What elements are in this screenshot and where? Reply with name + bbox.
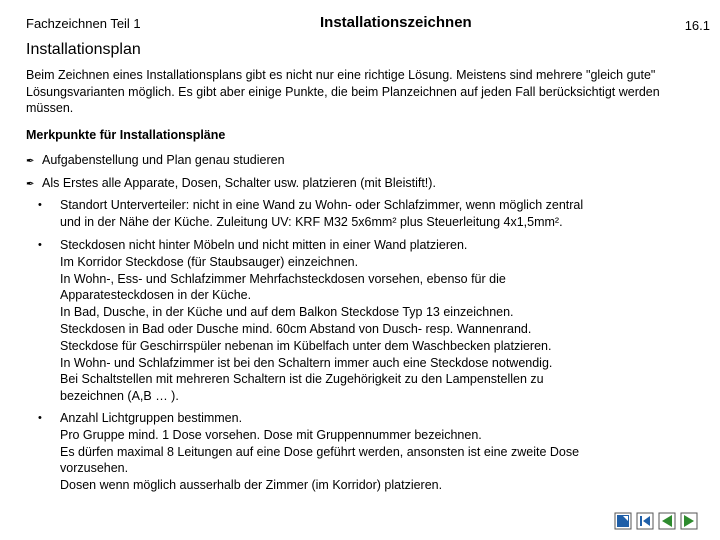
previous-page-button[interactable]	[658, 512, 676, 530]
bullet-line: Bei Schaltstellen mit mehreren Schaltern ist die Zugehörigkeit zu den Lampenstellen zu	[60, 372, 544, 387]
bullet-line: Standort Unterverteiler: nicht in eine Wand zu Wohn- oder Schlafzimmer, wenn möglich zentral	[60, 198, 584, 212]
page-title: Installationsplan	[26, 41, 141, 58]
point-text: Als Erstes alle Apparate, Dosen, Schalter usw. platzieren (mit Bleistift!).	[42, 176, 436, 190]
bullet-item	[38, 237, 668, 405]
bullet-item	[38, 197, 668, 231]
header-course-title: Fachzeichnen Teil 1	[26, 16, 141, 31]
pen-icon: ✒	[26, 156, 35, 167]
header-chapter-title: Installationszeichnen	[320, 14, 472, 31]
bullet-line: Steckdosen in Bad oder Dusche mind. 60cm Abstand von Dusch- resp. Wannenrand.	[60, 321, 532, 336]
bullet-line: bezeichnen (A,B … ).	[60, 389, 179, 404]
navigation-bar	[614, 512, 698, 530]
first-page-icon	[636, 512, 654, 530]
bullet-icon: •	[38, 199, 42, 211]
bullet-line: Dosen wenn möglich ausserhalb der Zimmer (im Korridor) platzieren.	[60, 478, 443, 493]
previous-page-icon	[658, 512, 676, 530]
bullet-item	[38, 410, 668, 494]
bullet-line: Steckdosen nicht hinter Möbeln und nicht mitten in einer Wand platzieren.	[60, 238, 468, 252]
section-heading: Merkpunkte für Installationspläne	[26, 128, 226, 142]
bullet-line: Steckdose für Geschirrspüler nebenan im Kübelfach unter dem Waschbecken platzieren.	[60, 338, 552, 353]
point-item	[26, 175, 436, 193]
document-index-icon	[614, 512, 632, 530]
bullet-line: Es dürfen maximal 8 Leitungen auf eine Dose geführt werden, ansonsten ist eine zweite Dose	[60, 444, 580, 459]
bullet-line: In Wohn-, Ess- und Schlafzimmer Mehrfachsteckdosen vorsehen, ebenso für die	[60, 271, 506, 286]
first-page-button[interactable]	[636, 512, 654, 530]
bullet-icon: •	[38, 239, 42, 251]
bullet-line: Im Korridor Steckdose (für Staubsauger) einzeichnen.	[60, 254, 359, 269]
bullet-line: Apparatesteckdosen in der Küche.	[60, 288, 252, 303]
bullet-line: Pro Gruppe mind. 1 Dose vorsehen. Dose mit Gruppennummer bezeichnen.	[60, 427, 482, 442]
point-text: Aufgabenstellung und Plan genau studieren	[42, 153, 285, 167]
point-item	[26, 152, 285, 170]
pen-icon: ✒	[26, 179, 35, 190]
intro-paragraph: Beim Zeichnen eines Installationsplans gibt es nicht nur eine richtige Lösung. Meistens sind mehrere "gleich gute" Lösungsvarianten möglich. Es gibt aber einige Punkte, die beim Planzeichnen auf jeden Fall berücksichtigt werden müssen.	[26, 68, 660, 115]
bullet-line: In Bad, Dusche, in der Küche und auf dem Balkon Steckdose Typ 13 einzeichnen.	[60, 305, 514, 320]
index-button[interactable]	[614, 512, 632, 530]
next-page-icon	[680, 512, 698, 530]
page-number: 16.1	[684, 18, 710, 33]
bullet-icon: •	[38, 412, 42, 424]
bullet-line: Anzahl Lichtgruppen bestimmen.	[60, 411, 243, 425]
bullet-line: und in der Nähe der Küche. Zuleitung UV: KRF M32 5x6mm² plus Steuerleitung 4x1,5mm².	[60, 214, 563, 229]
next-page-button[interactable]	[680, 512, 698, 530]
bullet-line: vorzusehen.	[60, 461, 129, 476]
bullet-line: In Wohn- und Schlafzimmer ist bei den Schaltern immer auch eine Steckdose notwendig.	[60, 355, 553, 370]
